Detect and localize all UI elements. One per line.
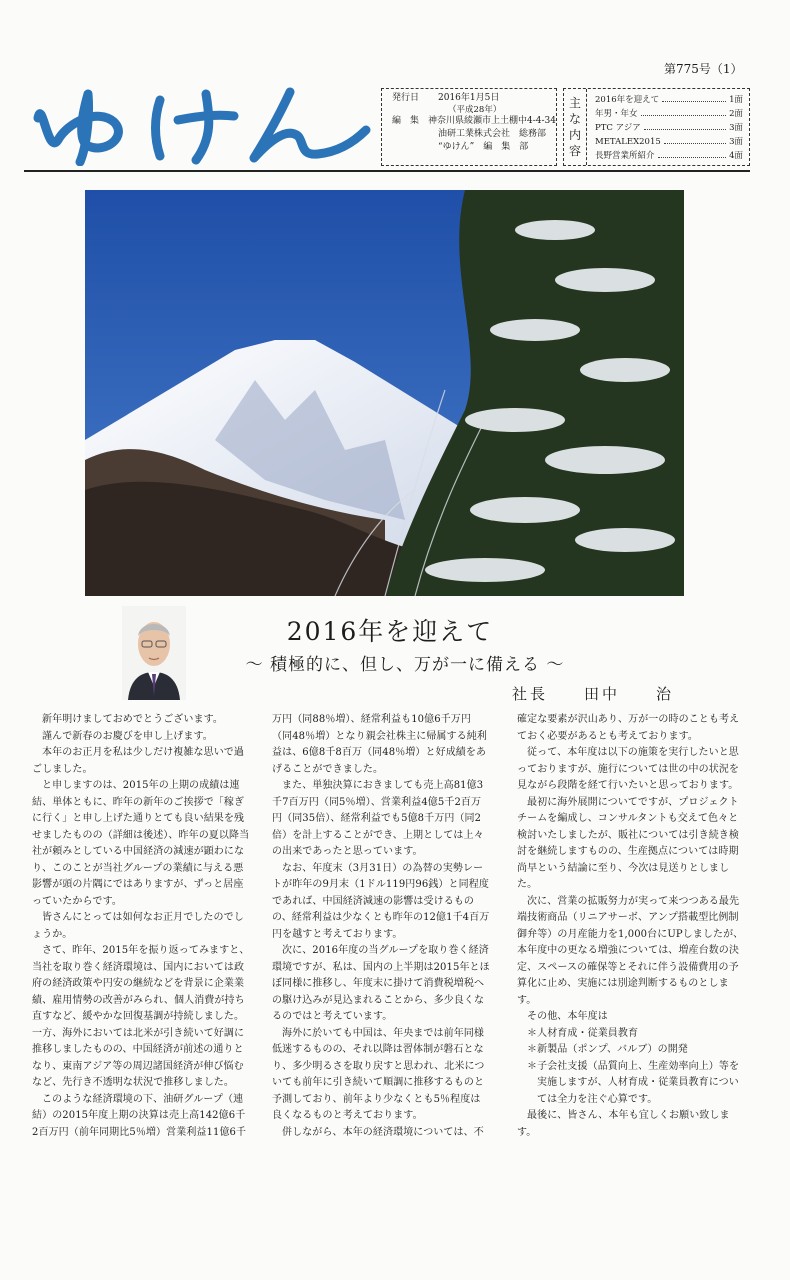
paragraph: 皆さんにとっては如何なお正月でしたのでしょうか。 (32, 912, 244, 940)
toc-item[interactable]: PTC アジア 3面 (595, 123, 743, 133)
paragraph: 次に、営業の拡販努力が実って来つつある最先端技術商品（リニアサーボ、アンプ搭載型比例制御弁等）の月産能力を1,000台にUPしましたが、本年度中の更なる増強については、増産台数の決定、スペースの確保等とそれに伴う設備費用の予算化に止め、実施には別途判断するものとします。 (517, 895, 744, 1006)
list-item: ＊人材育成・従業員教育 (527, 1027, 639, 1039)
toc-title: 主 な 内 容 (564, 89, 587, 165)
publication-info: 発行日 2016年1月5日 （平成28年） 編 集 神奈川県綾瀬市上土棚中4-4-34 油研工業株式会社 総務部 “ゆけん” 編 集 部 (381, 88, 557, 166)
paragraph: 本年のお正月を私は少しだけ複雑な思いで過ごしました。 (32, 747, 244, 775)
paragraph: 次に、2016年度の当グループを取り巻く経済環境ですが、私は、国内の上半期は2015年とほぼ同様に推移し、年度末に掛けて消費税増税への駆け込みが見込まれることから、多少良くなるのではと考えています。 (272, 945, 490, 1022)
president-portrait (122, 606, 186, 700)
article-author: 社長 田中 治 (512, 685, 675, 703)
article-column-1 (32, 712, 250, 1141)
paragraph: と申しますのは、2015年の上期の成績は連結、単体ともに、昨年の新年のご挨拶で「稼ぎに行く」と申し上げた通りとても良い結果を残せましたものの（詳細は後述）、昨年の夏以降当社が頼みとしている中国経済の減速が顕わになり、このことが当社グループの業績に与える悪影響が頭の片隅にではありますが、ずっと居座っていたからです。 (32, 780, 250, 907)
paragraph: その他、本年度は (527, 1011, 608, 1022)
mount-fuji-photo (85, 190, 684, 596)
paragraph: 新年明けましておめでとうございます。 (42, 714, 223, 725)
paragraph: さて、昨年、2015年を振り返ってみますと、当社を取り巻く経済環境は、国内においては政府の経済政策や円安の継続などを背景に企業業績、雇用情勢の改善がみられ、個人消費が持ち直すなど、緩やかな回復基調が持続しました。一方、海外においては北米が引き続いて好調に推移しましたものの、中国経済が前述の通りとなり、東南アジア等の周辺諸国経済が伸び悩むなど、先行き不透明な状況で推移しました。 (32, 945, 250, 1088)
paragraph: このような経済環境の下、油研グループ（連結）の2015年度上期の決算は売上高142億6千2百万円（前年同期比5％増）営業利益11億6千 (32, 1093, 247, 1138)
toc-item[interactable]: METALEX2015 3面 (595, 137, 743, 147)
list-item: ＊新製品（ポンプ、バルブ）の開発 (527, 1044, 688, 1055)
paragraph: 併しながら、本年の経済環境については、不 (282, 1126, 484, 1138)
toc-item[interactable]: 年男・年女 2面 (595, 109, 743, 119)
paragraph: 謹んで新春のお慶びを申し上げます。 (42, 730, 213, 742)
yuken-logo (28, 78, 373, 166)
paragraph: 最初に海外展開についてですが、プロジェクトチームを編成し、コンサルタントも交えて色々と検討いたしましたが、販社については引き続き検討を継続しますものの、生産拠点については時期尚早という結論に至り、今次は見送りとしました。 (517, 796, 739, 890)
paragraph: 最後に、皆さん、本年も宜しくお願い致します。 (517, 1110, 730, 1138)
toc-item[interactable]: 長野営業所紹介 4面 (595, 151, 743, 161)
paragraph: 万円（同88％増）、経常利益も10億6千万円（同48％増）となり親会社株主に帰属する純利益は、6億8千8百万（同48％増）と好成績をあげることができました。 (272, 714, 487, 775)
paragraph: 従って、本年度は以下の施策を実行したいと思っておりますが、施行については世の中の状況を見ながら段階を経て行いたいと思っております。 (517, 747, 739, 791)
article-title: 2016年を迎えて (286, 617, 494, 646)
issue-number: 第775号（1） (664, 62, 743, 76)
article-column-2 (272, 712, 490, 1141)
table-of-contents (563, 88, 750, 166)
paragraph: 確定な要素が沢山あり、万が一の時のことも考えておく必要があるとも考えております。 (517, 714, 740, 742)
toc-item[interactable]: 2016年を迎えて 1面 (595, 95, 743, 105)
list-item: ＊子会社支援（品質向上、生産効率向上）等を実施しますが、人材育成・従業員教育については全力を注ぐ心算です。 (527, 1060, 740, 1105)
paragraph: 海外に於いても中国は、年央までは前年同様低迷するものの、それ以降は習体制が磐石となり、多少明るさを取り戻すと思われ、北米についても前年に引き続いて順調に推移するものと予測しており、前年より少なくとも5％程度は良くなるものと考えております。 (272, 1027, 485, 1121)
header-rule (24, 170, 750, 172)
article-column-3 (517, 712, 747, 1141)
paragraph: なお、年度末（3月31日）の為替の実勢レートが昨年の9月末（1ドル119円96銭）と同程度であれば、中国経済減速の影響は受けるものの、経常利益は少なくとも昨年の12億1千4百万円を越すと考えております。 (272, 862, 490, 940)
article-subtitle: 〜 積極的に、但し、万が一に備える 〜 (245, 655, 565, 675)
paragraph: また、単独決算におきましても売上高81億3千7百万円（同5％増）、営業利益4億5千2百万円（同35倍）、経常利益でも5億8千万円（同2倍）を計上することができ、上期としては上々の出来であったと思っています。 (272, 780, 484, 857)
